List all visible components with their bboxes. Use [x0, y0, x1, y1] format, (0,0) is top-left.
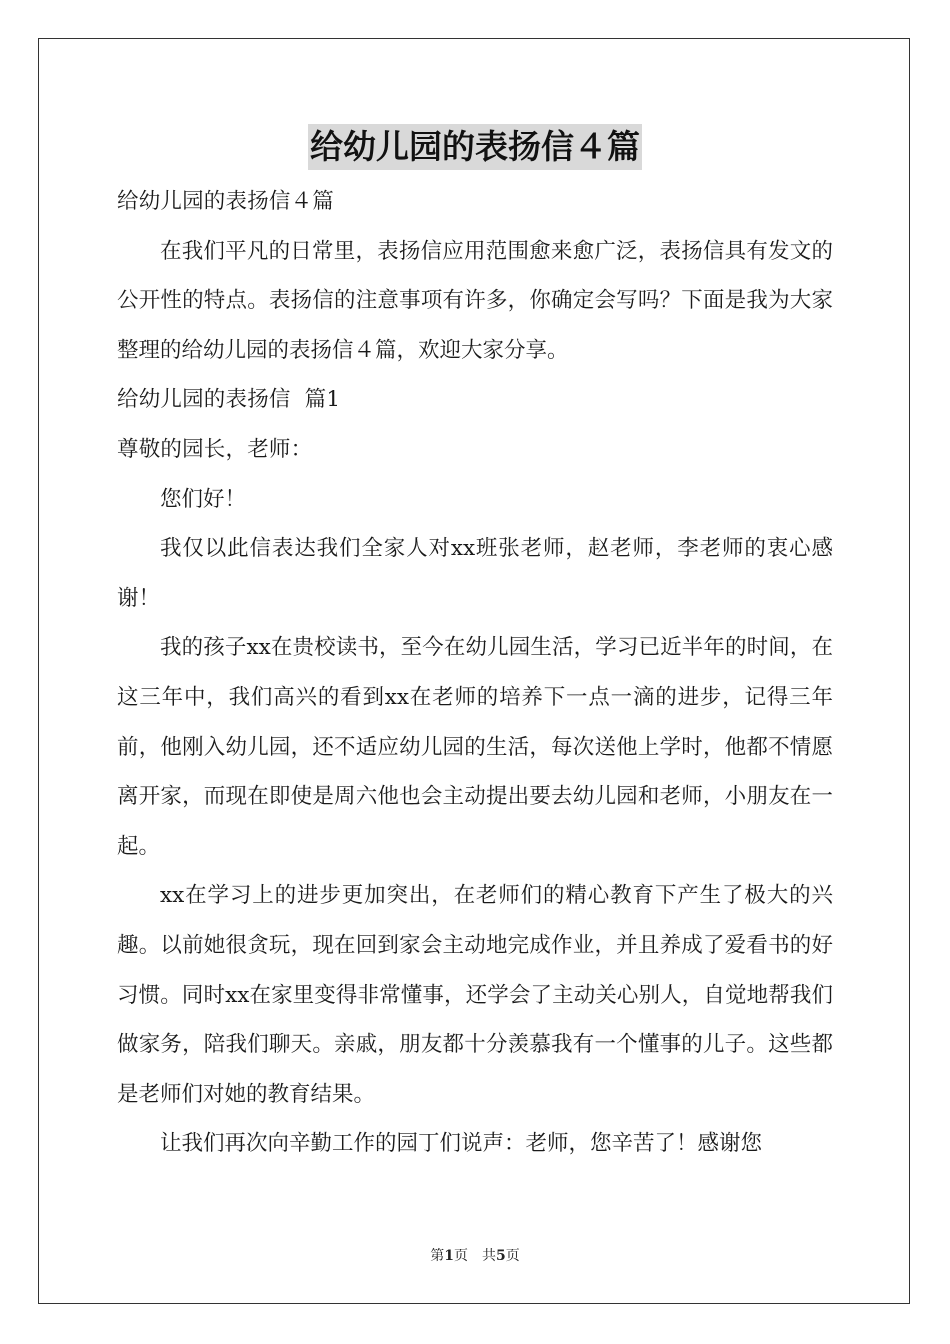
total-unit: 页: [505, 1248, 520, 1264]
page-prefix: 第: [430, 1248, 445, 1264]
document-body: [117, 177, 833, 1169]
salutation: 尊敬的园长，老师：: [117, 436, 313, 462]
title-area: [0, 124, 950, 170]
body-paragraph: 让我们再次向辛勤工作的园丁们说声：老师，您辛苦了！感谢您: [160, 1131, 763, 1157]
body-paragraph: 我的孩子xx在贵校读书，至今在幼儿园生活，学习已近半年的时间，在这三年中，我们高兴的看到xx在老师的培养下一点一滴的进步，记得三年前，他刚入幼儿园，还不适应幼儿园的生活，每次送他上学时，他都不情愿离开家，而现在即使是周六他也会主动提出要去幼儿园和老师，小朋友在一起。: [117, 635, 833, 859]
total-prefix: 共: [482, 1248, 496, 1264]
intro-paragraph: 在我们平凡的日常里，表扬信应用范围愈来愈广泛，表扬信具有发文的公开性的特点。表扬信的注意事项有许多，你确定会写吗？下面是我为大家整理的给幼儿园的表扬信４篇，欢迎大家分享。: [117, 238, 833, 363]
document-subtitle: 给幼儿园的表扬信４篇: [117, 189, 335, 214]
body-paragraph: 您们好！: [160, 486, 247, 512]
page-current: 1: [444, 1248, 454, 1264]
page-footer: [0, 1247, 950, 1265]
section-heading: 给幼儿园的表扬信 篇1: [117, 387, 341, 413]
page-unit: 页: [454, 1248, 468, 1264]
body-paragraph: 我仅以此信表达我们全家人对xx班张老师，赵老师，李老师的衷心感谢！: [117, 536, 833, 611]
body-paragraph: xx在学习上的进步更加突出，在老师们的精心教育下产生了极大的兴趣。以前她很贪玩，现在回到家会主动地完成作业，并且养成了爱看书的好习惯。同时xx在家里变得非常懂事，还学会了主动关心别人，自觉地帮我们做家务，陪我们聊天。亲戚，朋友都十分羡慕我有一个懂事的儿子。这些都是老师们对她的教育结果。: [117, 883, 833, 1107]
document-title: 给幼儿园的表扬信４篇: [308, 124, 642, 170]
page-total: 5: [496, 1248, 506, 1264]
